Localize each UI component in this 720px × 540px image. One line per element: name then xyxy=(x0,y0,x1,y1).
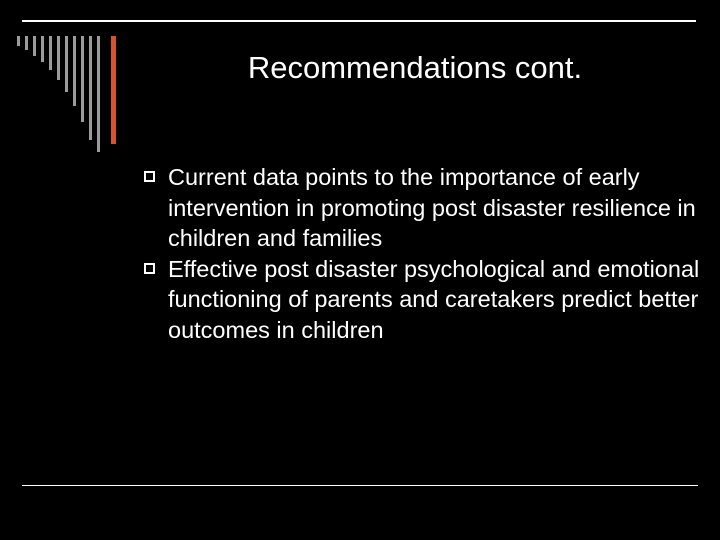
gray-bar xyxy=(57,36,60,80)
accent-bar xyxy=(111,36,116,144)
bottom-rule xyxy=(22,485,698,486)
bullet-item xyxy=(142,254,702,346)
gray-bar xyxy=(33,36,36,56)
bullet-text: Current data points to the importance of early intervention in promoting post disaster resilience in children and families xyxy=(168,164,696,252)
gray-bar xyxy=(49,36,52,70)
decorative-bars xyxy=(0,0,130,160)
square-bullet-icon xyxy=(144,263,155,274)
gray-bar xyxy=(41,36,44,62)
slide-title: Recommendations cont. xyxy=(247,50,583,85)
bullet-item xyxy=(142,162,702,254)
square-bullet-icon xyxy=(144,171,155,182)
bullet-text: Effective post disaster psychological and emotional functioning of parents and caretakers predict better outcomes in children xyxy=(168,255,700,343)
gray-bar xyxy=(25,36,28,50)
gray-bar xyxy=(89,36,92,140)
gray-bar xyxy=(81,36,84,122)
gray-bar xyxy=(65,36,68,92)
gray-bar xyxy=(97,36,100,152)
gray-bar xyxy=(17,36,20,46)
bullet-list xyxy=(142,162,702,346)
gray-bar xyxy=(73,36,76,106)
